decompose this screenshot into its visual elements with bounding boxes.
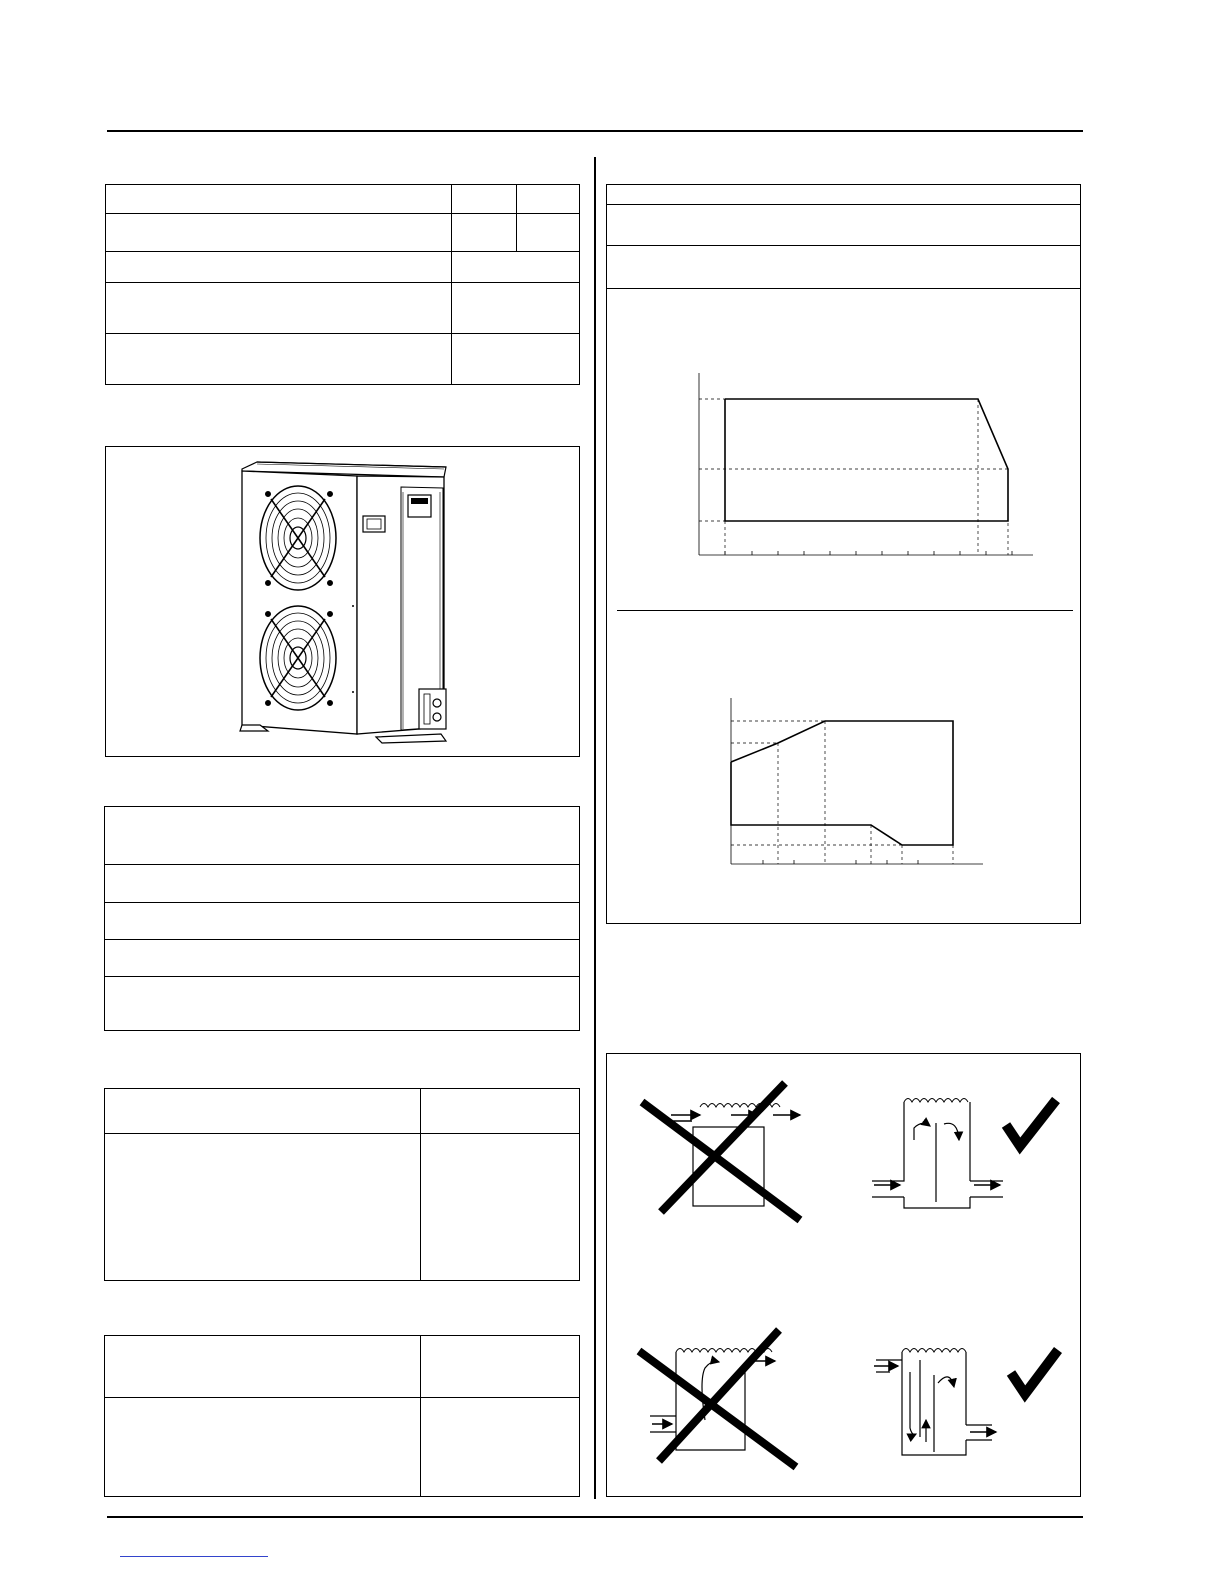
table-col-divider bbox=[420, 1089, 421, 1280]
section-divider bbox=[617, 610, 1073, 611]
table-row-divider bbox=[106, 282, 579, 283]
column-divider bbox=[594, 157, 596, 1499]
spec-table-3 bbox=[104, 1088, 580, 1281]
table-row-divider bbox=[106, 213, 579, 214]
table-row-divider bbox=[105, 976, 579, 977]
table-col-divider bbox=[516, 185, 517, 251]
table-row-divider bbox=[105, 939, 579, 940]
outdoor-unit-figure bbox=[105, 446, 580, 757]
table-row-divider bbox=[106, 251, 579, 252]
table-row-divider bbox=[607, 204, 1080, 205]
spec-table-4 bbox=[104, 1335, 580, 1497]
installation-guidance-panel bbox=[606, 1053, 1081, 1497]
footer-link[interactable] bbox=[120, 1556, 268, 1557]
table-row-divider bbox=[105, 864, 579, 865]
table-col-divider bbox=[420, 1336, 421, 1496]
table-row-divider bbox=[105, 1133, 579, 1134]
table-row-divider bbox=[105, 1397, 579, 1398]
header-rule bbox=[107, 130, 1083, 132]
table-row-divider bbox=[106, 333, 579, 334]
table-row-divider bbox=[607, 245, 1080, 246]
outdoor-unit-drawing-icon bbox=[106, 447, 581, 758]
table-row-divider bbox=[105, 902, 579, 903]
spec-table-2 bbox=[104, 806, 580, 1031]
operating-range-panel bbox=[606, 184, 1081, 924]
footer-rule bbox=[107, 1516, 1083, 1518]
table-col-divider bbox=[451, 185, 452, 384]
table-row-divider bbox=[607, 288, 1080, 289]
spec-table-1 bbox=[105, 184, 580, 385]
